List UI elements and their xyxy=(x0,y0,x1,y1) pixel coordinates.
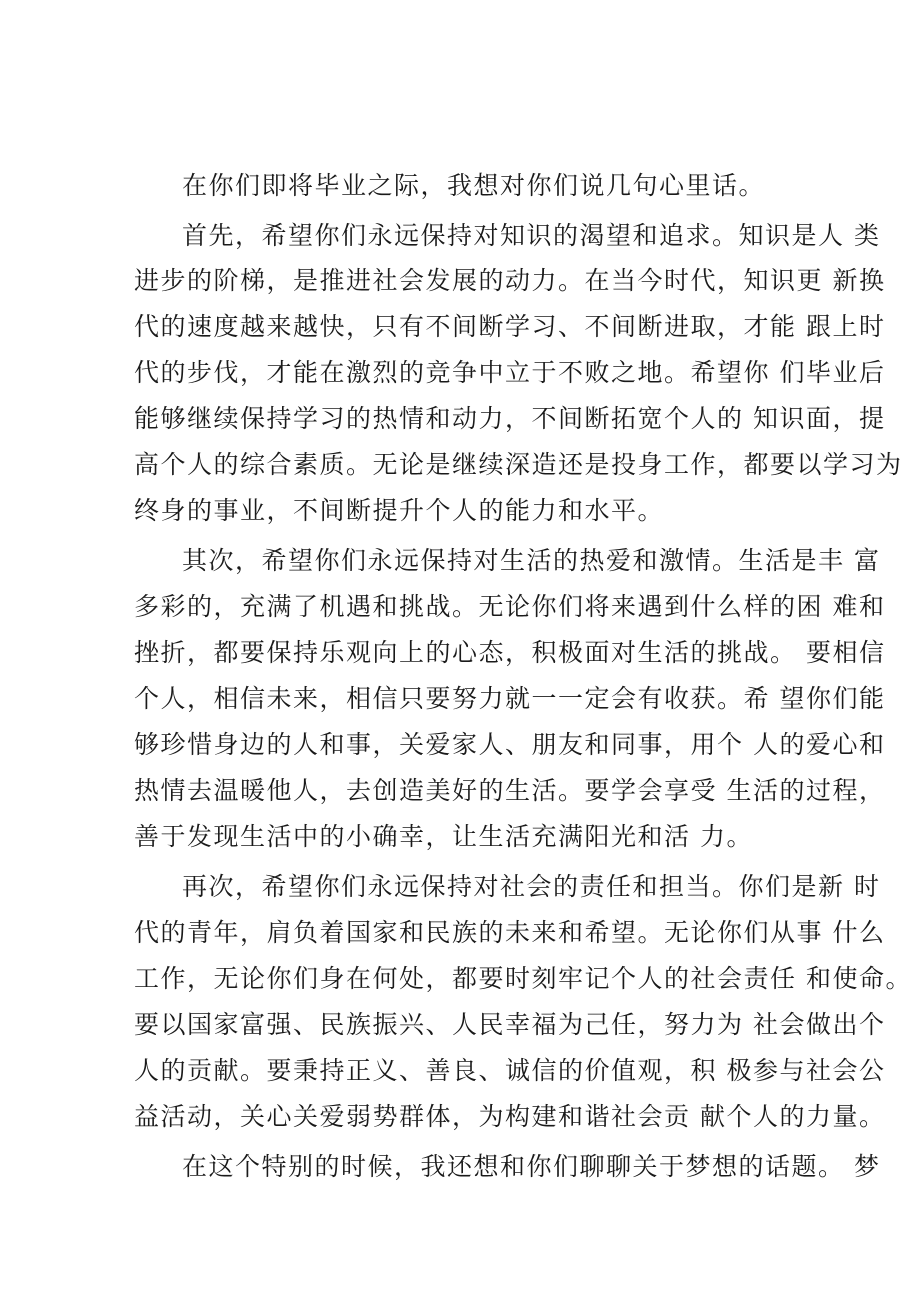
text-line: 高个人的综合素质。无论是继续深造还是投身工作，都要以学习为 xyxy=(134,450,903,479)
text-line: 终身的事业，不间断提升个人的能力和水平。 xyxy=(134,496,665,525)
text-line: 再次，希望你们永远保持对社会的责任和担当。你们是新 时 xyxy=(182,872,881,901)
text-line: 够珍惜身边的人和事，关爱家人、朋友和同事，用个 人的爱心和 xyxy=(134,730,886,759)
text-line: 在你们即将毕业之际，我想对你们说几句心里话。 xyxy=(182,171,766,200)
text-line: 工作，无论你们身在何处，都要时刻牢记个人的社会责任 和使命。 xyxy=(134,964,912,993)
text-line: 善于发现生活中的小确幸，让生活充满阳光和活 力。 xyxy=(134,822,753,851)
text-line: 热情去温暖他人，去创造美好的生活。要学会享受 生活的过程， xyxy=(134,776,886,805)
text-line: 首先，希望你们永远保持对知识的渴望和追求。知识是人 类 xyxy=(182,221,881,250)
text-line: 进步的阶梯，是推进社会发展的动力。在当今时代，知识更 新换 xyxy=(134,266,886,295)
text-line: 个人，相信未来，相信只要努力就一一定会有收获。希 望你们能 xyxy=(134,684,886,713)
text-line: 益活动，关心关爱弱势群体，为构建和谐社会贡 献个人的力量。 xyxy=(134,1102,886,1131)
text-line: 能够继续保持学习的热情和动力，不间断拓宽个人的 知识面，提 xyxy=(134,404,886,433)
text-line: 代的青年，肩负着国家和民族的未来和希望。无论你们从事 什么 xyxy=(134,918,886,947)
text-line: 代的步伐，才能在激烈的竞争中立于不败之地。希望你 们毕业后 xyxy=(134,358,886,387)
text-line: 在这个特别的时候，我还想和你们聊聊关于梦想的话题。 梦 xyxy=(182,1152,881,1181)
text-line: 挫折，都要保持乐观向上的心态，积极面对生活的挑战。 要相信 xyxy=(134,638,886,667)
text-line: 其次，希望你们永远保持对生活的热爱和激情。生活是丰 富 xyxy=(182,546,881,575)
text-line: 要以国家富强、民族振兴、人民幸福为己任，努力为 社会做出个 xyxy=(134,1010,886,1039)
text-line: 代的速度越来越快，只有不间断学习、不间断进取，才能 跟上时 xyxy=(134,312,886,341)
text-line: 人的贡献。要秉持正义、善良、诚信的价值观，积 极参与社会公 xyxy=(134,1056,886,1085)
text-line: 多彩的，充满了机遇和挑战。无论你们将来遇到什么样的困 难和 xyxy=(134,592,886,621)
